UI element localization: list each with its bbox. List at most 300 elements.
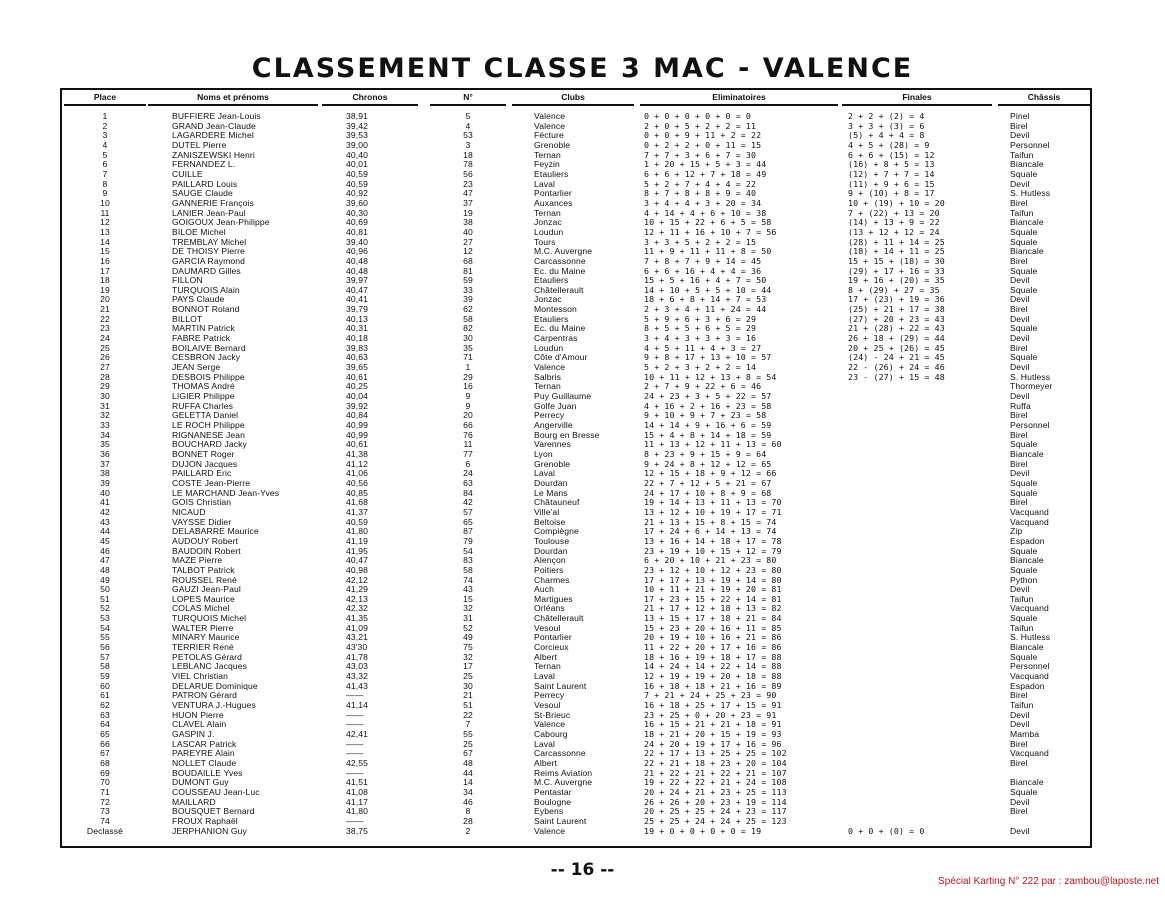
place-cell: 74 xyxy=(100,815,110,826)
eliminatoires-cell: 8 + 23 + 9 + 15 + 9 = 64 xyxy=(644,448,767,459)
chassis-cell: Squale xyxy=(1010,439,1038,450)
finales-cell xyxy=(848,518,994,528)
eliminatoires-cell: 2 + 7 + 9 + 22 + 6 = 46 xyxy=(644,381,762,392)
number-cell: 11 xyxy=(463,439,473,450)
eliminatoires-cell: 7 + 21 + 24 + 25 + 23 = 90 xyxy=(644,690,777,701)
number-cell: 22 xyxy=(463,709,473,720)
chassis-cell: Squale xyxy=(1010,168,1038,179)
eliminatoires-cell: 14 + 24 + 14 + 22 + 14 = 88 xyxy=(644,661,782,672)
name-cell: BOILAIVE Bernard xyxy=(172,342,246,353)
eliminatoires-cell: 23 + 25 + 0 + 20 + 23 = 91 xyxy=(644,709,777,720)
eliminatoires-cell: 4 + 14 + 4 + 6 + 10 = 38 xyxy=(644,207,767,218)
chrono-cell: 38,91 xyxy=(346,111,369,121)
chrono-cell: 40,56 xyxy=(346,477,369,488)
number-cell: 9 xyxy=(465,391,471,402)
chassis-cell: Devil xyxy=(1010,796,1030,807)
eliminatoires-cell: 10 + 11 + 21 + 19 + 20 = 81 xyxy=(644,584,782,595)
name-cell: JEAN Serge xyxy=(172,362,221,373)
chrono-cell: 41,95 xyxy=(346,545,369,556)
number-cell: 43 xyxy=(463,584,473,595)
place-cell: 61 xyxy=(100,690,110,701)
chrono-cell: 40,59 xyxy=(346,168,369,179)
name-cell: DELARUE Dominique xyxy=(172,680,258,691)
eliminatoires-cell: 6 + 6 + 16 + 4 + 4 = 36 xyxy=(644,265,762,276)
chrono-cell: 40,40 xyxy=(346,149,369,160)
name-cell: WALTER Pierre xyxy=(172,622,234,633)
chrono-cell: 40,59 xyxy=(346,516,369,527)
column-num xyxy=(448,112,488,836)
number-cell: 6 xyxy=(465,458,471,469)
chassis-cell: Birel xyxy=(1010,410,1028,421)
number-cell: 48 xyxy=(463,757,473,768)
place-cell: 22 xyxy=(100,313,110,324)
column-place xyxy=(64,112,146,836)
club-cell: Saint Laurent xyxy=(534,815,587,826)
chrono-cell: 41,51 xyxy=(346,777,369,788)
eliminatoires-cell: 4 + 16 + 2 + 16 + 23 = 58 xyxy=(644,400,772,411)
chassis-cell: Squale xyxy=(1010,352,1038,363)
finales-cell xyxy=(848,691,994,701)
finales-cell xyxy=(848,595,994,605)
finales-cell xyxy=(848,431,994,441)
eliminatoires-cell: 8 + 5 + 5 + 6 + 5 = 29 xyxy=(644,323,757,334)
eliminatoires-cell: 14 + 10 + 5 + 5 + 10 = 44 xyxy=(644,284,772,295)
header-num: N° xyxy=(463,92,473,102)
name-cell: VIEL Christian xyxy=(172,671,229,682)
place-cell: 19 xyxy=(100,284,110,295)
eliminatoires-cell: 21 + 13 + 15 + 8 + 15 = 74 xyxy=(644,516,777,527)
club-cell: Ternan xyxy=(534,149,561,160)
eliminatoires-cell: 22 + 7 + 12 + 5 + 21 = 67 xyxy=(644,477,772,488)
place-cell: 18 xyxy=(100,275,110,286)
chrono-cell: —— xyxy=(346,748,364,759)
place-cell: 70 xyxy=(100,777,110,788)
chassis-cell: Vacquand xyxy=(1010,603,1049,614)
place-cell: 15 xyxy=(100,246,110,257)
club-cell: Cabourg xyxy=(534,729,568,739)
club-cell: Auch xyxy=(534,584,554,595)
chassis-cell: Birel xyxy=(1010,458,1028,469)
finales-cell: (27) + 20 + 23 = 43 xyxy=(848,313,945,324)
name-cell: MAZE Pierre xyxy=(172,555,223,566)
finales-cell: 21 + (28) + 22 = 43 xyxy=(848,323,945,334)
club-cell: Dourdan xyxy=(534,545,568,556)
name-cell: MARTIN Patrick xyxy=(172,323,235,334)
eliminatoires-cell: 18 + 21 + 20 + 15 + 19 = 93 xyxy=(644,729,782,739)
name-cell: CLAVEL Alain xyxy=(172,719,227,730)
club-cell: Lyon xyxy=(534,448,553,459)
number-cell: 23 xyxy=(463,178,473,189)
place-cell: 7 xyxy=(102,168,108,179)
chrono-cell: 40,01 xyxy=(346,159,369,170)
eliminatoires-cell: 9 + 10 + 9 + 7 + 23 = 58 xyxy=(644,410,767,421)
number-cell: 12 xyxy=(463,246,473,257)
finales-cell: (12) + 7 + 7 = 14 xyxy=(848,168,935,179)
finales-cell xyxy=(848,672,994,682)
name-cell: LASCAR Patrick xyxy=(172,738,237,749)
finales-cell xyxy=(848,633,994,643)
eliminatoires-cell: 21 + 17 + 12 + 18 + 13 = 82 xyxy=(644,603,782,614)
place-cell: 21 xyxy=(100,304,110,315)
name-cell: TERRIER René xyxy=(172,642,234,653)
club-cell: Valence xyxy=(534,120,566,131)
club-cell: Albert xyxy=(534,651,558,662)
club-cell: Grenoble xyxy=(534,458,571,469)
place-cell: 64 xyxy=(100,719,110,730)
name-cell: BOUSQUET Bernard xyxy=(172,806,255,817)
place-cell: 24 xyxy=(100,333,110,344)
club-cell: Salbris xyxy=(534,371,561,382)
place-cell: 72 xyxy=(100,796,110,807)
name-cell: DUMONT Guy xyxy=(172,777,229,788)
place-cell: 68 xyxy=(100,757,110,768)
finales-cell xyxy=(848,585,994,595)
eliminatoires-cell: 0 + 2 + 2 + 0 + 11 = 15 xyxy=(644,139,762,150)
number-cell: 68 xyxy=(463,255,473,266)
chrono-cell: —— xyxy=(346,738,364,749)
eliminatoires-cell: 18 + 6 + 8 + 14 + 7 = 53 xyxy=(644,294,767,305)
place-cell: 12 xyxy=(100,217,110,228)
eliminatoires-cell: 6 + 20 + 10 + 21 + 23 = 80 xyxy=(644,555,777,566)
chassis-cell: Squale xyxy=(1010,613,1038,624)
club-cell: Châtauneuf xyxy=(534,497,580,508)
club-cell: Pontarlier xyxy=(534,632,572,643)
eliminatoires-cell: 0 + 0 + 0 + 0 + 0 = 0 xyxy=(644,111,751,121)
eliminatoires-cell: 11 + 22 + 20 + 17 + 16 = 86 xyxy=(644,642,782,653)
number-cell: 84 xyxy=(463,487,473,498)
chrono-cell: 41,80 xyxy=(346,526,369,537)
finales-cell xyxy=(848,614,994,624)
chrono-cell: 39,79 xyxy=(346,304,369,315)
eliminatoires-cell: 18 + 16 + 19 + 18 + 17 = 88 xyxy=(644,651,782,662)
chassis-cell: Squale xyxy=(1010,786,1038,797)
eliminatoires-cell: 3 + 4 + 3 + 3 + 3 = 16 xyxy=(644,333,757,344)
finales-cell xyxy=(848,730,994,740)
chassis-cell: Personnel xyxy=(1010,661,1050,672)
name-cell: LEBLANC Jacques xyxy=(172,661,248,672)
finales-cell: 19 + 16 + (20) = 35 xyxy=(848,275,945,286)
chrono-cell: 40,25 xyxy=(346,381,369,392)
place-cell: 52 xyxy=(100,603,110,614)
eliminatoires-cell: 13 + 12 + 10 + 19 + 17 = 71 xyxy=(644,506,782,517)
header-finales: Finales xyxy=(902,92,932,102)
number-cell: 44 xyxy=(463,767,473,778)
chrono-cell: 40,84 xyxy=(346,410,369,421)
chrono-cell: 41,12 xyxy=(346,458,369,469)
finales-cell: 20 + 25 + (26) = 45 xyxy=(848,342,945,353)
club-cell: Laval xyxy=(534,468,556,479)
chrono-cell: —— xyxy=(346,719,364,730)
name-cell: GASPIN J. xyxy=(172,729,215,739)
number-cell: 25 xyxy=(463,738,473,749)
club-cell: Dourdan xyxy=(534,477,568,488)
name-cell: LOPES Maurice xyxy=(172,593,235,604)
eliminatoires-cell: 20 + 25 + 25 + 24 + 23 = 117 xyxy=(644,806,787,817)
name-cell: BOUDAILLE Yves xyxy=(172,767,243,778)
header-chronos: Chronos xyxy=(352,92,388,102)
finales-cell xyxy=(848,701,994,711)
place-cell: 71 xyxy=(100,786,110,797)
number-cell: 77 xyxy=(463,448,473,459)
chassis-cell: Birel xyxy=(1010,255,1028,266)
chrono-cell: 41,37 xyxy=(346,506,369,517)
place-cell: 57 xyxy=(100,651,110,662)
place-cell: 58 xyxy=(100,661,110,672)
column-names xyxy=(172,112,322,836)
club-cell: M.C. Auvergne xyxy=(534,777,593,788)
chrono-cell: 39,40 xyxy=(346,236,369,247)
eliminatoires-cell: 7 + 7 + 3 + 6 + 7 = 30 xyxy=(644,149,757,160)
finales-cell xyxy=(848,807,994,817)
finales-cell: (14) + 13 + 9 = 22 xyxy=(848,217,940,228)
chassis-cell: S. Hutless xyxy=(1010,188,1051,199)
club-cell: Saint Laurent xyxy=(534,680,587,691)
chrono-cell: 38,75 xyxy=(346,825,369,836)
name-cell: COUSSEAU Jean-Luc xyxy=(172,786,260,797)
eliminatoires-cell: 7 + 8 + 7 + 9 + 14 = 45 xyxy=(644,255,762,266)
club-cell: Valence xyxy=(534,719,566,730)
chrono-cell: 42,12 xyxy=(346,574,369,585)
name-cell: BILLOT xyxy=(172,313,203,324)
name-cell: HUON Pierre xyxy=(172,709,224,720)
number-cell: 20 xyxy=(463,410,473,421)
chrono-cell: 40,81 xyxy=(346,226,369,237)
number-cell: 39 xyxy=(463,294,473,305)
eliminatoires-cell: 5 + 9 + 6 + 3 + 6 = 29 xyxy=(644,313,757,324)
chrono-cell: 40,85 xyxy=(346,487,369,498)
name-cell: VAYSSE Didier xyxy=(172,516,232,527)
place-cell: 59 xyxy=(100,671,110,682)
chassis-cell: Devil xyxy=(1010,362,1030,373)
eliminatoires-cell: 3 + 3 + 5 + 2 + 2 = 15 xyxy=(644,236,757,247)
number-cell: 57 xyxy=(463,506,473,517)
place-cell: 39 xyxy=(100,477,110,488)
place-cell: 43 xyxy=(100,516,110,527)
finales-cell xyxy=(848,759,994,769)
club-cell: Loudun xyxy=(534,342,564,353)
eliminatoires-cell: 22 + 21 + 18 + 23 + 20 = 104 xyxy=(644,757,787,768)
finales-cell xyxy=(848,411,994,421)
eliminatoires-cell: 1 + 20 + 15 + 5 + 3 = 44 xyxy=(644,159,767,170)
name-cell: THOMAS André xyxy=(172,381,235,392)
name-cell: GOIGOUX Jean-Philippe xyxy=(172,217,270,228)
finales-cell xyxy=(848,624,994,634)
club-cell: Varennes xyxy=(534,439,571,450)
chassis-cell: Birel xyxy=(1010,120,1028,131)
number-cell: 49 xyxy=(463,632,473,643)
number-cell: 58 xyxy=(463,564,473,575)
club-cell: Bourg en Bresse xyxy=(534,429,600,440)
club-cell: Golfe Juan xyxy=(534,400,577,411)
number-cell: 32 xyxy=(463,651,473,662)
name-cell: DAUMARD Gilles xyxy=(172,265,241,276)
finales-cell xyxy=(848,576,994,586)
place-cell: 36 xyxy=(100,448,110,459)
place-cell: 13 xyxy=(100,226,110,237)
club-cell: Auxances xyxy=(534,197,573,208)
number-cell: 81 xyxy=(463,265,473,276)
place-cell: 16 xyxy=(100,255,110,266)
finales-cell: 10 + (19) + 10 = 20 xyxy=(848,197,945,208)
finales-cell xyxy=(848,421,994,431)
chassis-cell: S. Hutless xyxy=(1010,371,1051,382)
club-cell: Charmes xyxy=(534,574,570,585)
chassis-cell: Zip xyxy=(1010,526,1023,537)
finales-cell xyxy=(848,682,994,692)
name-cell: AUDOUY Robert xyxy=(172,535,239,546)
name-cell: SAUGE Claude xyxy=(172,188,233,199)
place-cell: 54 xyxy=(100,622,110,633)
number-cell: 74 xyxy=(463,574,473,585)
finales-cell xyxy=(848,566,994,576)
number-cell: 24 xyxy=(463,468,473,479)
place-cell: 5 xyxy=(102,149,108,160)
chrono-cell: 40,99 xyxy=(346,420,369,430)
chrono-cell: 41,14 xyxy=(346,700,369,711)
name-cell: DESBOIS Philippe xyxy=(172,371,245,382)
chrono-cell: —— xyxy=(346,690,364,701)
chrono-cell: 40,63 xyxy=(346,352,369,363)
chrono-cell: 41,09 xyxy=(346,622,369,633)
eliminatoires-cell: 16 + 18 + 25 + 17 + 15 = 91 xyxy=(644,700,782,711)
finales-cell xyxy=(848,788,994,798)
chassis-cell: Biancale xyxy=(1010,246,1044,257)
chassis-cell: Squale xyxy=(1010,564,1038,575)
chrono-cell: 40,61 xyxy=(346,439,369,450)
header-chassis: Châssis xyxy=(1027,92,1061,102)
eliminatoires-cell: 5 + 2 + 3 + 2 + 2 = 14 xyxy=(644,362,757,373)
chassis-cell: Taifun xyxy=(1010,593,1034,604)
place-cell: 55 xyxy=(100,632,110,643)
header-underline xyxy=(322,104,418,106)
footer-credit: Spécial Karting N° 222 par : zambou@laposte.net xyxy=(938,876,1159,887)
column-finales xyxy=(848,112,994,836)
club-cell: Laval xyxy=(534,738,556,749)
name-cell: NOLLET Claude xyxy=(172,757,237,768)
chassis-cell: Birel xyxy=(1010,757,1028,768)
eliminatoires-cell: 10 + 11 + 12 + 13 + 8 = 54 xyxy=(644,371,777,382)
finales-cell: (29) + 17 + 16 = 33 xyxy=(848,265,945,276)
place-cell: 14 xyxy=(100,236,110,247)
number-cell: 19 xyxy=(463,207,473,218)
chassis-cell: Squale xyxy=(1010,236,1038,247)
eliminatoires-cell: 13 + 16 + 14 + 18 + 17 = 78 xyxy=(644,535,782,546)
place-cell: 30 xyxy=(100,391,110,402)
eliminatoires-cell: 17 + 23 + 15 + 22 + 14 = 81 xyxy=(644,593,782,604)
eliminatoires-cell: 2 + 3 + 4 + 11 + 24 = 44 xyxy=(644,304,767,315)
chassis-cell: Birel xyxy=(1010,690,1028,701)
chassis-cell: Devil xyxy=(1010,584,1030,595)
chassis-cell: Devil xyxy=(1010,333,1030,344)
name-cell: LE ROCH Philippe xyxy=(172,420,245,430)
name-cell: ZANISZEWSKI Henri xyxy=(172,149,255,160)
place-cell: 9 xyxy=(102,188,108,199)
eliminatoires-cell: 24 + 17 + 10 + 8 + 9 = 68 xyxy=(644,487,772,498)
place-cell: 34 xyxy=(100,429,110,440)
finales-cell xyxy=(848,740,994,750)
number-cell: 25 xyxy=(463,671,473,682)
eliminatoires-cell: 14 + 14 + 9 + 16 + 6 = 59 xyxy=(644,420,772,430)
chassis-cell: Python xyxy=(1010,574,1038,585)
club-cell: Jonzac xyxy=(534,294,562,305)
eliminatoires-cell: 5 + 2 + 7 + 4 + 4 = 22 xyxy=(644,178,757,189)
name-cell: CESBRON Jacky xyxy=(172,352,241,363)
chassis-cell: Devil xyxy=(1010,130,1030,141)
chassis-cell: Birel xyxy=(1010,738,1028,749)
chassis-cell: Devil xyxy=(1010,275,1030,286)
place-cell: 51 xyxy=(100,593,110,604)
number-cell: 46 xyxy=(463,796,473,807)
name-cell: MAILLARD xyxy=(172,796,216,807)
place-cell: 65 xyxy=(100,729,110,739)
chrono-cell: —— xyxy=(346,767,364,778)
club-cell: Laval xyxy=(534,178,556,189)
chrono-cell: 40,92 xyxy=(346,188,369,199)
name-cell: LE MARCHAND Jean-Yves xyxy=(172,487,280,498)
club-cell: Albert xyxy=(534,757,558,768)
chrono-cell: 41,17 xyxy=(346,796,369,807)
chassis-cell: Birel xyxy=(1010,497,1028,508)
number-cell: 32 xyxy=(463,603,473,614)
club-cell: Châtellerault xyxy=(534,613,584,624)
name-cell: DE THOISY Pierre xyxy=(172,246,245,257)
club-cell: Carpentras xyxy=(534,333,578,344)
number-cell: 33 xyxy=(463,284,473,295)
chassis-cell: Devil xyxy=(1010,313,1030,324)
name-cell: GAUZI Jean-Paul xyxy=(172,584,241,595)
chassis-cell: Personnel xyxy=(1010,420,1050,430)
chassis-cell: Birel xyxy=(1010,342,1028,353)
chrono-cell: 40,59 xyxy=(346,178,369,189)
place-cell: 4 xyxy=(102,139,108,150)
number-cell: 54 xyxy=(463,545,473,556)
chassis-cell: S. Hutless xyxy=(1010,632,1051,643)
name-cell: BONNOT Roland xyxy=(172,304,240,315)
place-cell: 49 xyxy=(100,574,110,585)
finales-cell xyxy=(848,653,994,663)
chassis-cell: Mamba xyxy=(1010,729,1040,739)
name-cell: RUFFA Charles xyxy=(172,400,233,411)
finales-cell xyxy=(848,508,994,518)
place-cell: 20 xyxy=(100,294,110,305)
finales-cell xyxy=(848,537,994,547)
place-cell: 48 xyxy=(100,564,110,575)
finales-cell xyxy=(848,769,994,779)
club-cell: Etauliers xyxy=(534,275,569,286)
header-eliminatoires: Eliminatoires xyxy=(712,92,766,102)
place-cell: 1 xyxy=(102,111,108,121)
finales-cell: 15 + 15 + (18) = 30 xyxy=(848,255,945,266)
club-cell: Valence xyxy=(534,362,566,373)
club-cell: Ville'al xyxy=(534,506,560,517)
number-cell: 59 xyxy=(463,275,473,286)
chrono-cell: 41,19 xyxy=(346,535,369,546)
finales-cell: (18) + 14 + 11 = 25 xyxy=(848,246,945,257)
club-cell: Châtellerault xyxy=(534,284,584,295)
place-cell: 42 xyxy=(100,506,110,517)
eliminatoires-cell: 4 + 5 + 11 + 4 + 3 = 27 xyxy=(644,342,762,353)
club-cell: Montesson xyxy=(534,304,577,315)
chassis-cell: Squale xyxy=(1010,651,1038,662)
eliminatoires-cell: 19 + 14 + 13 + 11 + 13 = 70 xyxy=(644,497,782,508)
number-cell: 2 xyxy=(465,825,471,836)
number-cell: 37 xyxy=(463,197,473,208)
chassis-cell: Biancale xyxy=(1010,448,1044,459)
place-cell: 8 xyxy=(102,178,108,189)
number-cell: 51 xyxy=(463,700,473,711)
eliminatoires-cell: 22 + 17 + 13 + 25 + 25 = 102 xyxy=(644,748,787,759)
header-clubs: Clubs xyxy=(561,92,585,102)
